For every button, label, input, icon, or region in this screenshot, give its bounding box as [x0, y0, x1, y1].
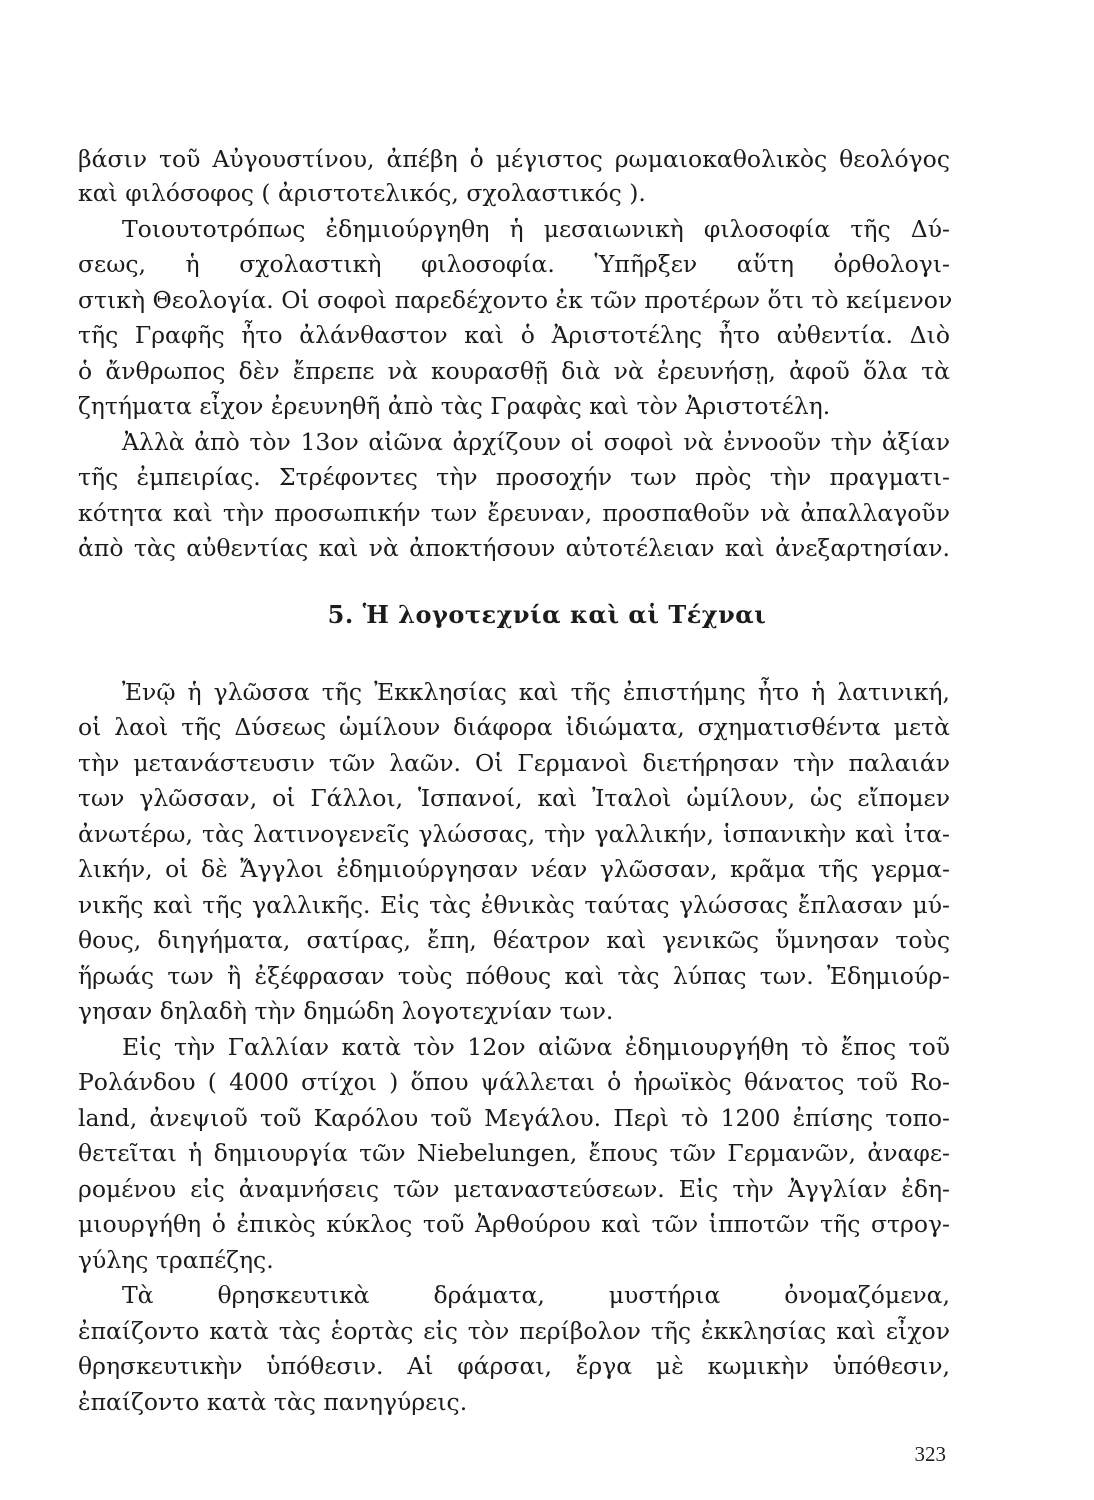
page-number: 323	[914, 1442, 946, 1466]
text-line: γύλης τραπέζης.	[78, 1246, 274, 1274]
text-line: ρομένου εἰς ἀναμνήσεις τῶν μεταναστεύσεων. Εἰς τὴν Ἀγγλίαν ἐδη-	[78, 1175, 950, 1203]
text-line: land, ἀνεψιοῦ τοῦ Καρόλου τοῦ Μεγάλου. Περὶ τὸ 1200 ἐπίσης τοπο-	[78, 1104, 950, 1132]
text-line: Εἰς τὴν Γαλλίαν κατὰ τὸν 12ον αἰῶνα ἐδημιουργήθη τὸ ἔπος τοῦ	[122, 1033, 950, 1061]
text-line: νικῆς καὶ τῆς γαλλικῆς. Εἰς τὰς ἐθνικὰς ταύτας γλώσσας ἔπλασαν μύ-	[78, 891, 950, 919]
text-line: θους, διηγήματα, σατίρας, ἔπη, θέατρον καὶ γενικῶς ὕμνησαν τοὺς	[78, 926, 950, 954]
text-line: ζητήματα εἶχον ἐρευνηθῆ ἀπὸ τὰς Γραφὰς καὶ τὸν Ἀριστοτέλη.	[78, 392, 831, 420]
text-line: λικήν, οἱ δὲ Ἄγγλοι ἐδημιούργησαν νέαν γλῶσσαν, κρᾶμα τῆς γερμα-	[78, 855, 950, 883]
text-line: Ἀλλὰ ἀπὸ τὸν 13ον αἰῶνα ἀρχίζουν οἱ σοφοὶ νὰ ἐννοοῦν τὴν ἀξίαν	[122, 428, 950, 456]
text-line: Τοιουτοτρόπως ἐδημιούργηθη ἡ μεσαιωνικὴ φιλοσοφία τῆς Δύ-	[122, 215, 950, 243]
text-line: ἀπὸ τὰς αὐθεντίας καὶ νὰ ἀποκτήσουν αὐτοτέλειαν καὶ ἀνεξαρτησίαν.	[78, 534, 950, 562]
text-line: Τὰ θρησκευτικὰ δράματα, μυστήρια ὀνομαζόμενα,	[122, 1281, 950, 1309]
text-line: ἥρωάς των ἢ ἐξέφρασαν τοὺς πόθους καὶ τὰς λύπας των. Ἐδημιούρ-	[78, 962, 950, 990]
text-line: βάσιν τοῦ Αὐγουστίνου, ἀπέβη ὁ μέγιστος ρωμαιοκαθολικὸς θεολόγος	[78, 145, 950, 173]
text-line: γησαν δηλαδὴ τὴν δημώδη λογοτεχνίαν των.	[78, 997, 614, 1025]
text-line: ἐπαίζοντο κατὰ τὰς πανηγύρεις.	[78, 1388, 468, 1416]
text-line: τῆς ἐμπειρίας. Στρέφοντες τὴν προσοχήν των πρὸς τὴν πραγματι-	[78, 463, 950, 491]
text-line: Ρολάνδου ( 4000 στίχοι ) ὅπου ψάλλεται ὁ ἡρωϊκὸς θάνατος τοῦ Ro-	[78, 1068, 950, 1096]
text-line: Ἐνῷ ἡ γλῶσσα τῆς Ἐκκλησίας καὶ τῆς ἐπιστήμης ἦτο ἡ λατινική,	[122, 678, 950, 706]
text-line: κότητα καὶ τὴν προσωπικήν των ἔρευναν, προσπαθοῦν νὰ ἀπαλλαγοῦν	[78, 499, 950, 527]
text-line: ἐπαίζοντο κατὰ τὰς ἑορτὰς εἰς τὸν περίβολον τῆς ἐκκλησίας καὶ εἶχον	[78, 1317, 950, 1345]
text-line: ἀνωτέρω, τὰς λατινογενεῖς γλώσσας, τὴν γαλλικήν, ἱσπανικὴν καὶ ἰτα-	[78, 820, 950, 848]
text-line: θετεῖται ἡ δημιουργία τῶν Niebelungen, ἔπους τῶν Γερμανῶν, ἀναφε-	[78, 1139, 950, 1167]
section-heading: 5. Ἡ λογοτεχνία καὶ αἱ Τέχναι	[327, 600, 767, 629]
text-line: μιουργήθη ὁ ἐπικὸς κύκλος τοῦ Ἀρθούρου καὶ τῶν ἱπποτῶν τῆς στρογ-	[78, 1210, 950, 1238]
text-line: τὴν μετανάστευσιν τῶν λαῶν. Οἱ Γερμανοὶ διετήρησαν τὴν παλαιάν	[78, 749, 950, 777]
text-line: ὁ ἄνθρωπος δὲν ἔπρεπε νὰ κουρασθῇ διὰ νὰ ἐρευνήσῃ, ἀφοῦ ὅλα τὰ	[78, 357, 950, 385]
text-line: τῆς Γραφῆς ἦτο ἀλάνθαστον καὶ ὁ Ἀριστοτέλης ἦτο αὐθεντία. Διὸ	[78, 321, 950, 349]
text-line: οἱ λαοὶ τῆς Δύσεως ὡμίλουν διάφορα ἰδιώματα, σχηματισθέντα μετὰ	[78, 713, 950, 741]
text-line: θρησκευτικὴν ὑπόθεσιν. Αἱ φάρσαι, ἔργα μὲ κωμικὴν ὑπόθεσιν,	[78, 1352, 950, 1380]
text-line: των γλῶσσαν, οἱ Γάλλοι, Ἱσπανοί, καὶ Ἰταλοὶ ὡμίλουν, ὡς εἴπομεν	[78, 784, 950, 812]
text-line: καὶ φιλόσοφος ( ἀριστοτελικός, σχολαστικός ).	[78, 179, 646, 207]
text-line: σεως, ἡ σχολαστικὴ φιλοσοφία. Ὑπῆρξεν αὕτη ὀρθολογι-	[78, 250, 950, 278]
text-line: στικὴ Θεολογία. Οἱ σοφοὶ παρεδέχοντο ἐκ τῶν προτέρων ὅτι τὸ κείμενον	[78, 286, 953, 314]
